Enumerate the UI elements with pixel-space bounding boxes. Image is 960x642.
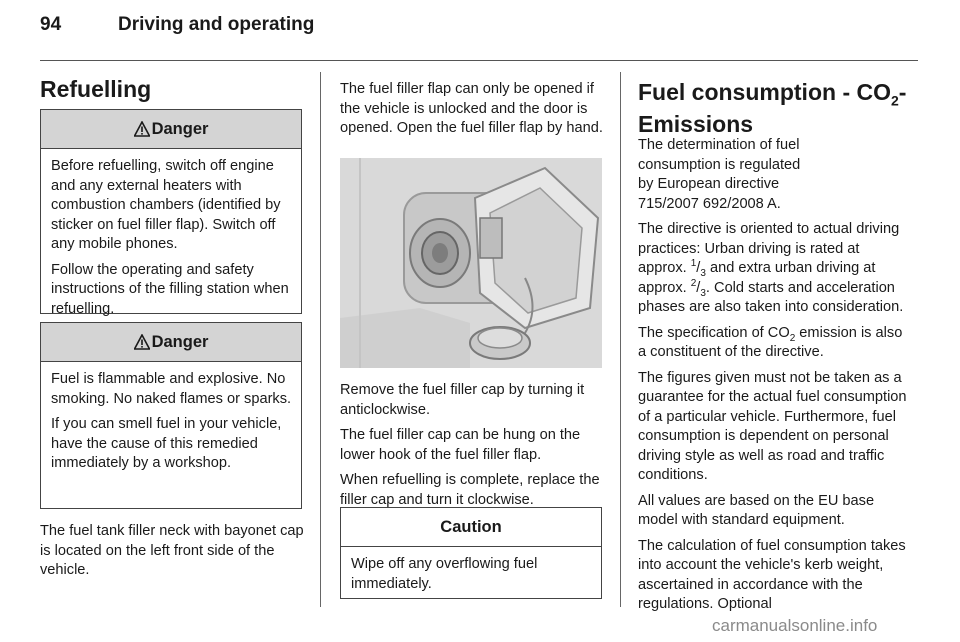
body-paragraph: The determination of fuel consumption is regulated by European directive 715/2007 692/2008 A. — [638, 137, 801, 212]
body-paragraph: All values are based on the EU base model with standard equipment. — [638, 492, 875, 528]
danger-header — [41, 323, 301, 362]
danger-text: If you can smell fuel in your vehicle, have the cause of this remedied immediately by a workshop. — [51, 416, 282, 471]
danger-label: Danger — [151, 119, 209, 138]
fraction-numerator: 1 — [690, 258, 697, 270]
heading-part: - — [898, 79, 907, 105]
body-paragraph: The figures given must not be taken as a guarantee for the actual fuel consumption of a particular vehicle. Furthermore, fuel consumption is dependent on personal driving style as well as road and traffic conditions. — [638, 369, 907, 483]
body-paragraph: The fuel filler cap can be hung on the lower hook of the fuel filler flap. — [340, 427, 581, 463]
caution-label: Caution — [440, 517, 502, 536]
body-paragraph: The fuel tank filler neck with bayonet cap is located on the left front side of the vehicle. — [40, 523, 304, 578]
page-number: 94 — [40, 14, 62, 35]
fraction-numerator: 2 — [690, 277, 697, 289]
column-divider — [320, 72, 321, 607]
danger-box — [40, 109, 302, 317]
text-run: . Cold starts and acceleration phases are also taken into consideration. — [638, 279, 904, 315]
danger-header — [41, 110, 301, 149]
watermark: carmanualsonline.info — [712, 616, 878, 635]
text-run: and extra urban driving at approx. — [638, 260, 876, 296]
warning-triangle-icon — [134, 121, 150, 137]
warning-triangle-icon — [134, 334, 150, 350]
body-paragraph — [638, 324, 910, 363]
text-run: The specification of CO — [638, 324, 790, 341]
section-title: Driving and operating — [118, 14, 315, 35]
danger-box — [40, 322, 302, 509]
fuel-flap-image — [340, 158, 602, 368]
danger-text: Fuel is flammable and explosive. No smoking. No naked flames or sparks. — [51, 371, 292, 407]
heading-subscript: 2 — [891, 92, 899, 109]
caution-header — [341, 508, 601, 547]
column-divider — [620, 72, 621, 607]
caution-text: Wipe off any overflowing fuel immediately. — [351, 556, 538, 592]
body-paragraph: The directive is oriented to actual driving practices: Urban driving is rated at approx. $^1/_3$ and extra urban driving at approx. $^2/_3$. Cold starts and acceleration phases are also taken into consideration. — [638, 221, 904, 315]
co2-subscript: 2 — [789, 332, 796, 344]
fraction-denominator: 3 — [700, 287, 706, 299]
heading-part: Fuel consumption - CO — [638, 79, 891, 105]
fuel-consumption-heading — [638, 76, 928, 140]
body-paragraph: The calculation of fuel consumption takes into account the vehicle's kerb weight, ascertained in accordance with the regulations. Optional — [638, 537, 906, 612]
header-rule — [40, 60, 918, 61]
danger-label: Danger — [151, 332, 209, 351]
fraction-denominator: 3 — [700, 267, 706, 279]
refuelling-heading: Refuelling — [40, 76, 152, 102]
text-run: emission is also a constituent of the directive. — [638, 324, 903, 360]
body-paragraph: When refuelling is complete, replace the filler cap and turn it clockwise. — [340, 472, 600, 508]
danger-text: Follow the operating and safety instructions of the filling station when refuelling. — [51, 261, 289, 317]
fuel-filler-illustration — [340, 158, 602, 368]
danger-text: Before refuelling, switch off engine and any external heaters with combustion chambers (identified by sticker on fuel filler flap). Switch off any mobile phones. — [51, 158, 281, 252]
heading-part: Emissions — [638, 111, 754, 137]
text-run: The directive is oriented to actual driving practices: Urban driving is rated at approx. — [638, 221, 900, 276]
caution-box — [340, 507, 602, 599]
body-paragraph: The fuel filler flap can only be opened if the vehicle is unlocked and the door is opened. Open the fuel filler flap by hand. — [340, 81, 603, 136]
body-paragraph: Remove the fuel filler cap by turning it anticlockwise. — [340, 382, 585, 418]
